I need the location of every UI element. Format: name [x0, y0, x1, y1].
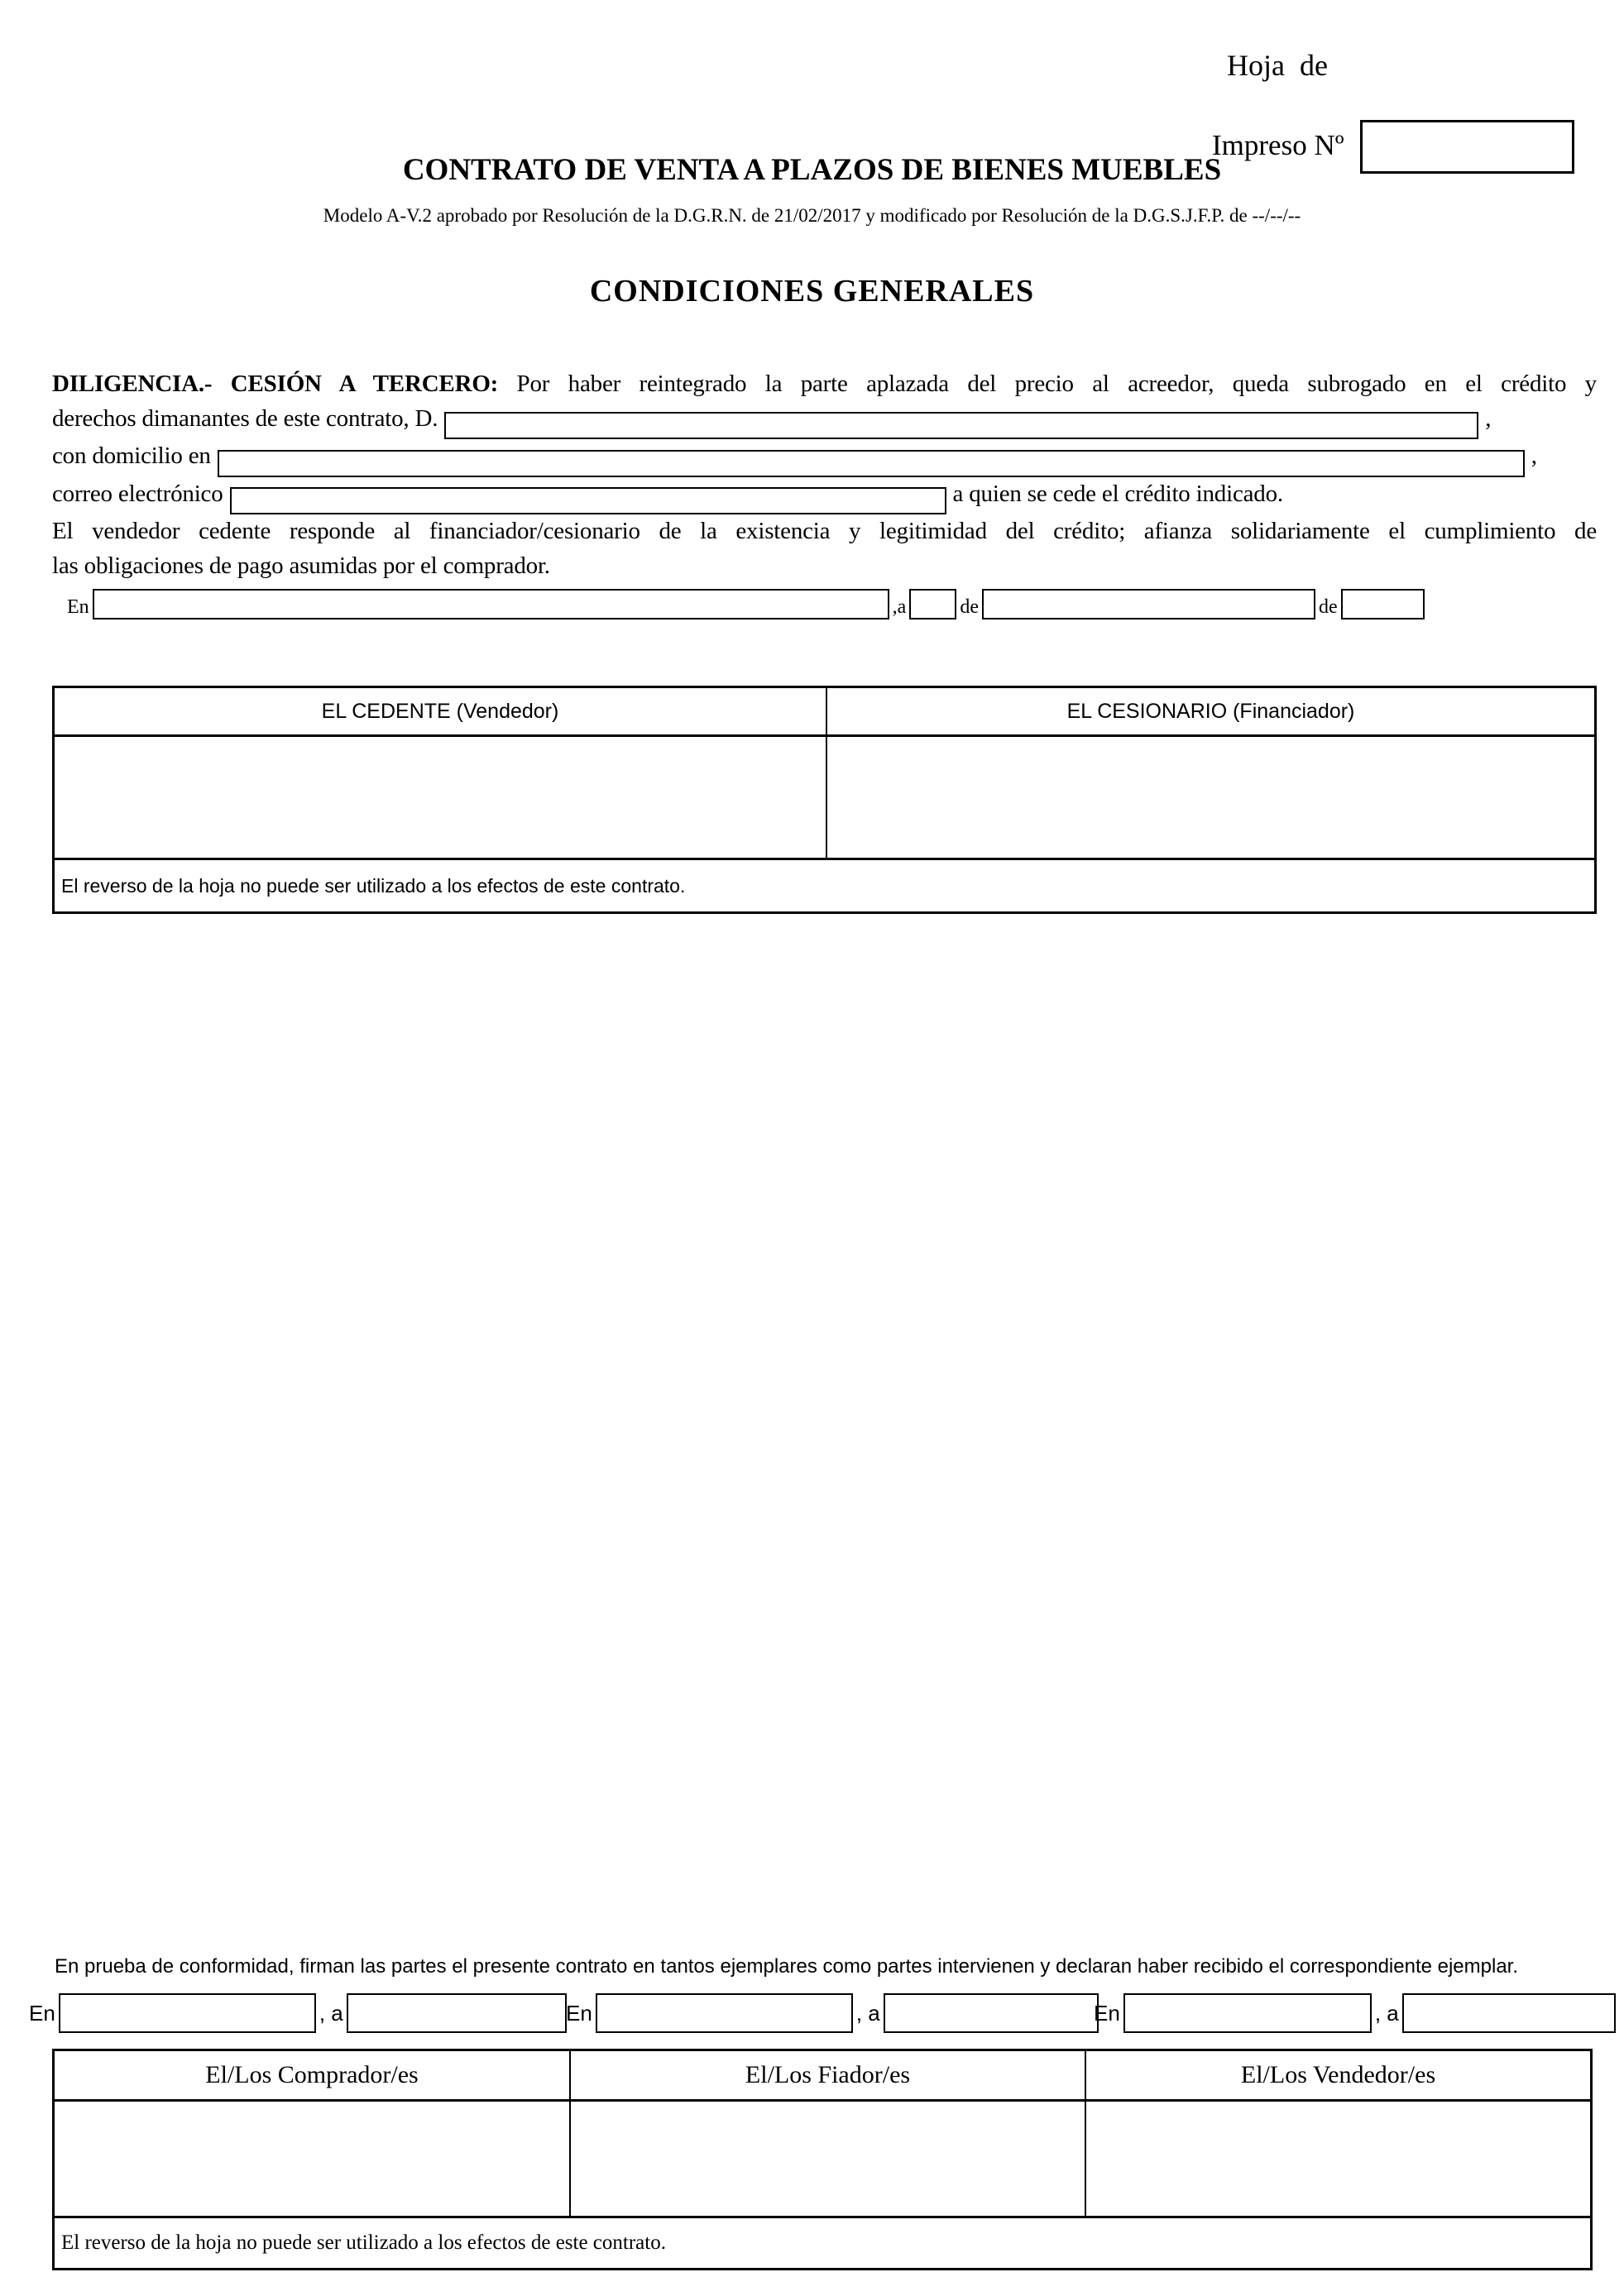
diligencia-line-2 — [52, 402, 1597, 440]
cessionary-name-input[interactable] — [444, 412, 1478, 439]
diligencia-line-1 — [52, 367, 1597, 402]
parties-signature-table — [52, 2049, 1593, 2270]
parties-table-header-row — [55, 2051, 1590, 2102]
credit-cession-text: a quien se cede el crédito indicado. — [952, 480, 1283, 507]
document-subtitle: Modelo A-V.2 aprobado por Resolución de la D.G.R.N. de 21/02/2017 y modificado por Resolución de la D.G.S.J.F.P. de --/--/-- — [323, 205, 1301, 226]
signing-place-date-group-2 — [566, 1993, 1102, 2033]
signing-place-date-group-3 — [1094, 1993, 1619, 2033]
day-label: , a — [319, 2000, 343, 2026]
place-label: En — [566, 2000, 592, 2026]
place-label: En — [29, 2000, 55, 2026]
diligencia-line-6: las obligaciones de pago asumidas por el comprador. — [52, 552, 550, 579]
section-heading: CONDICIONES GENERALES — [589, 274, 1035, 309]
cessionary-address-input[interactable] — [218, 450, 1525, 477]
closing-statement: En prueba de conformidad, firman las partes el presente contrato en tantos ejemplares como partes intervienen y declaran haber recibido el correspondiente ejemplar. — [55, 1955, 1519, 1978]
cession-table-signature-row — [55, 737, 1594, 860]
diligencia-line-4 — [52, 477, 1597, 515]
place-label: En — [67, 596, 89, 618]
place-label: En — [1094, 2000, 1120, 2026]
diligencia-line1-text: Por haber reintegrado la parte aplazada del precio al acreedor, queda subrogado en el crédito y — [498, 371, 1597, 397]
comma-text: , — [1485, 404, 1492, 432]
fiadores-header: El/Los Fiador/es — [571, 2051, 1086, 2099]
cession-signature-table — [52, 686, 1597, 914]
cession-table-header-row — [55, 688, 1594, 737]
diligencia-line-3 — [52, 439, 1597, 477]
signing-date-input-1[interactable] — [347, 1993, 567, 2033]
cesionario-header: EL CESIONARIO (Financiador) — [1066, 699, 1355, 723]
day-label: , a — [1374, 2000, 1399, 2026]
cession-year-input[interactable] — [1341, 589, 1425, 619]
vendedores-header: El/Los Vendedor/es — [1240, 2061, 1436, 2088]
signing-place-date-group-1 — [29, 1993, 570, 2033]
diligencia-heading: DILIGENCIA.- CESIÓN A TERCERO: — [52, 371, 499, 397]
vendedores-signature-area — [1086, 2102, 1590, 2216]
year-label: de — [1318, 596, 1338, 618]
diligencia-paragraph — [52, 367, 1597, 583]
signing-place-input-1[interactable] — [59, 1993, 316, 2033]
cession-table-footer-note: El reverso de la hoja no puede ser utilizado a los efectos de este contrato. — [61, 874, 686, 897]
document-title: CONTRATO DE VENTA A PLAZOS DE BIENES MUEBLES — [402, 153, 1222, 187]
cessionary-email-input[interactable] — [230, 487, 946, 514]
signing-place-input-3[interactable] — [1123, 1993, 1372, 2033]
parties-table-footer-note: El reverso de la hoja no puede ser utilizado a los efectos de este contrato. — [61, 2231, 666, 2254]
impreso-label: Impreso Nº — [1212, 129, 1344, 161]
signing-place-input-2[interactable] — [596, 1993, 853, 2033]
day-label: ,a — [892, 596, 907, 618]
compradores-header: El/Los Comprador/es — [55, 2051, 571, 2099]
cessionary-email-label: correo electrónico — [52, 480, 223, 507]
parties-table-signature-row — [55, 2102, 1590, 2218]
comma-text: , — [1531, 442, 1537, 469]
cession-place-date-line — [66, 589, 1427, 619]
hoja-label: Hoja de — [1227, 49, 1328, 82]
day-label: , a — [855, 2000, 880, 2026]
cession-place-input[interactable] — [93, 589, 889, 619]
diligencia-line-5: El vendedor cedente responde al financiador/cesionario de la existencia y legitimidad del crédito; afianza solidariamente el cumplimiento de — [52, 518, 1597, 544]
signing-date-input-2[interactable] — [884, 1993, 1099, 2033]
signing-date-input-3[interactable] — [1402, 1993, 1616, 2033]
cedente-header: EL CEDENTE (Vendedor) — [55, 688, 827, 734]
cedente-signature-area — [55, 737, 827, 858]
cessionary-address-label: con domicilio en — [52, 442, 211, 469]
cesionario-signature-area — [827, 737, 1594, 858]
compradores-signature-area — [55, 2102, 571, 2216]
fiadores-signature-area — [571, 2102, 1086, 2216]
cessionary-name-label: derechos dimanantes de este contrato, D. — [52, 404, 438, 432]
month-label: de — [960, 596, 979, 618]
cession-month-input[interactable] — [982, 589, 1315, 619]
cession-day-input[interactable] — [909, 589, 956, 619]
